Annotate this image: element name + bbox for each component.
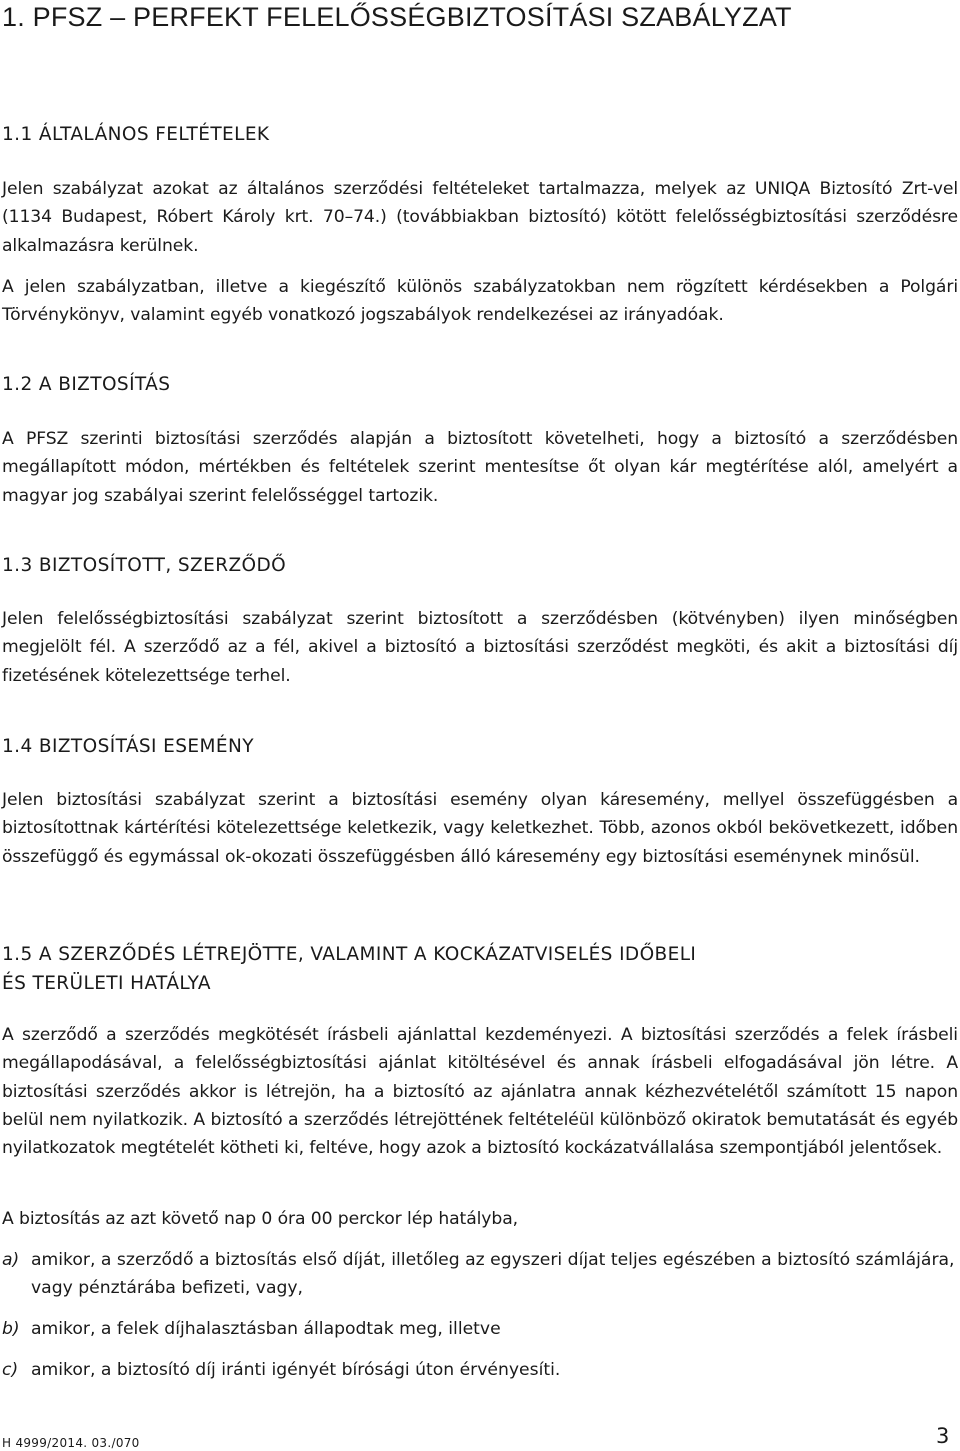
section-heading-1-1: 1.1 ÁLTALÁNOS FELTÉTELEK	[2, 124, 270, 145]
list-marker-b: b)	[2, 1319, 20, 1339]
list-marker-c: c)	[2, 1360, 19, 1380]
list-marker-a: a)	[2, 1250, 20, 1270]
paragraph-1-2: A PFSZ szerinti biztosítási szerződés alapján a biztosított követelheti, hogy a biztosító a szerződésben megállapított módon, mértékben és feltételek szerint mentesítse őt olyan kár megtérítése alól, amelyért a magyar jog szabályai szerint felelősséggel tartozik.	[2, 429, 958, 506]
document-code: H 4999/2014. 03./070	[2, 1436, 140, 1450]
paragraph-1-1-b: A jelen szabályzatban, illetve a kiegészítő különös szabályzatokban nem rögzített kérdésekben a Polgári Törvénykönyv, valamint egyéb vonatkozó jogszabályok rendelkezései az irányadóak.	[2, 277, 958, 326]
page-title: 1. PFSZ – PERFEKT FELELŐSSÉGBIZTOSÍTÁSI SZABÁLYZAT	[2, 2, 792, 32]
section-heading-1-3: 1.3 BIZTOSÍTOTT, SZERZŐDŐ	[2, 555, 287, 576]
paragraph-1-1-a: Jelen szabályzat azokat az általános szerződési feltételeket tartalmazza, melyek az UNIQA Biztosító Zrt-vel (1134 Budapest, Róbert Károly krt. 70–74.) (továbbiakban biztosító) kötött felelősségbiztosítási szerződésre alkalmazásra kerülnek.	[2, 179, 958, 256]
section-heading-1-5	[2, 940, 696, 998]
page-number: 3	[936, 1424, 950, 1448]
paragraph-1-5-a: A szerződő a szerződés megkötését írásbeli ajánlattal kezdeményezi. A biztosítási szerződés a felek írásbeli megállapodásával, a felelősségbiztosítási ajánlat kitöltésével és annak írásbeli elfogadásával jön létre. A biztosítási szerződés akkor is létrejön, ha a biztosító az ajánlatra annak kézhezvételétől számított 15 napon belül nem nyilatkozik. A biztosító a szerződés létrejöttének feltételéül különböző okiratok bemutatását és egyéb nyilatkozatok megtételét kötheti ki, feltéve, hogy azok a biztosító kockázatvállalása szempontjából jelentősek.	[2, 1025, 958, 1159]
list-text-b: amikor, a felek díjhalasztásban állapodtak meg, illetve	[31, 1319, 501, 1339]
section-heading-1-4: 1.4 BIZTOSÍTÁSI ESEMÉNY	[2, 736, 254, 757]
paragraph-1-4: Jelen biztosítási szabályzat szerint a biztosítási esemény olyan káresemény, mellyel összefüggésben a biztosítottnak kártérítési kötelezettsége keletkezik, vagy keletkezhet. Több, azonos okból bekövetkezett, időben összefüggő és egymással ok-okozati összefüggésben álló káresemény egy biztosítási eseménynek minősül.	[2, 790, 958, 867]
paragraph-1-5-b: A biztosítás az azt követő nap 0 óra 00 perckor lép hatályba,	[2, 1209, 518, 1229]
paragraph-1-3: Jelen felelősségbiztosítási szabályzat szerint biztosított a szerződésben (kötvényben) ilyen minőségben megjelölt fél. A szerződő az a fél, akivel a biztosító a biztosítási szerződést megköti, és akit a biztosítási díj fizetésének kötelezettsége terhel.	[2, 609, 958, 686]
section-heading-1-5-line1: 1.5 A SZERZŐDÉS LÉTREJÖTTE, VALAMINT A KOCKÁZATVISELÉS IDŐBELI	[2, 944, 697, 965]
list-text-c: amikor, a biztosító díj iránti igényét bírósági úton érvényesíti.	[31, 1360, 561, 1380]
section-heading-1-5-line2: ÉS TERÜLETI HATÁLYA	[2, 973, 211, 994]
list-text-a: amikor, a szerződő a biztosítás első díját, illetőleg az egyszeri díjat teljes egészében a biztosító számlájára, vagy pénztárába befizeti, vagy,	[31, 1250, 955, 1299]
section-heading-1-2: 1.2 A BIZTOSÍTÁS	[2, 374, 171, 395]
